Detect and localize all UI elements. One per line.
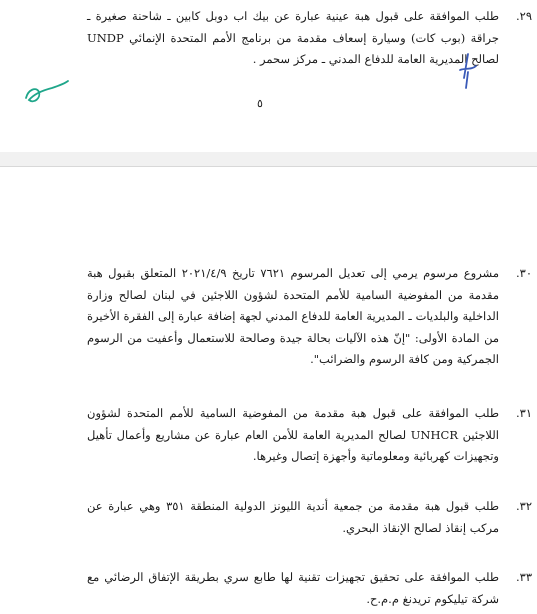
item-text: طلب الموافقة على قبول هبة مقدمة من المفوضية السامية للأمم المتحدة لشؤون اللاجئين UNHCR لصالح المديرية العامة للأمن العام عبارة عن مشاريع وأعمال تأهيل وتجهيزات كهربائية ومعلوماتية وأجهزة إتصال وغيرها. [87,406,499,463]
item-number: ٣١. [515,406,532,420]
list-item-30 [87,263,532,371]
item-number: ٢٩. [515,9,532,23]
item-text: طلب الموافقة على قبول هبة عينية عبارة عن بيك اب دوبل كابين ـ شاحنة صغيرة ـ جراقة (بوب كات) وسيارة إسعاف مقدمة من برنامج الأمم المتحدة الإنمائي UNDP لصالح المديرية العامة للدفاع المدني ـ مركز سحمر . [87,9,499,66]
list-item-33 [87,567,532,610]
item-text: مشروع مرسوم يرمي إلى تعديل المرسوم ٧٦٢١ تاريخ ٢٠٢١/٤/٩ المتعلق بقبول هبة مقدمة من المفوضية السامية للأمم المتحدة لشؤون اللاجئين في لبنان لصالح وزارة الداخلية والبلديات ـ المديرية العامة للدفاع المدني لجهة إضافة عبارة إلى الفقرة الأخيرة من المادة الأولى: "إنّ هذه الآليات بحالة جيدة وصالحة للاستعمال وأعفيت من الرسوم الجمركية ومن كافة الرسوم والضرائب". [87,266,499,366]
list-item-32 [87,496,532,539]
page-mark: ٥ [257,97,263,110]
handwritten-signature-green [22,76,70,110]
list-item-31 [87,403,532,468]
item-text: طلب قبول هبة مقدمة من جمعية أندية الليونز الدولية المنطقة ٣٥١ وهي عبارة عن مركب إنقاذ لصالح الإنقاذ البحري. [87,499,500,535]
handwritten-mark-blue [454,52,482,92]
item-number: ٣٠. [515,266,532,280]
item-number: ٣٢. [515,499,532,513]
item-text: طلب الموافقة على تحقيق تجهيزات تقنية لها طابع سري بطريقة الإتفاق الرضائي مع شركة تيليكوم تريدنغ م.م.ح. [87,570,499,606]
page-separator [0,152,537,167]
document-page-bottom [0,167,537,614]
item-number: ٣٣. [515,570,532,584]
document-page-top [0,0,537,153]
list-item-29 [87,6,532,71]
